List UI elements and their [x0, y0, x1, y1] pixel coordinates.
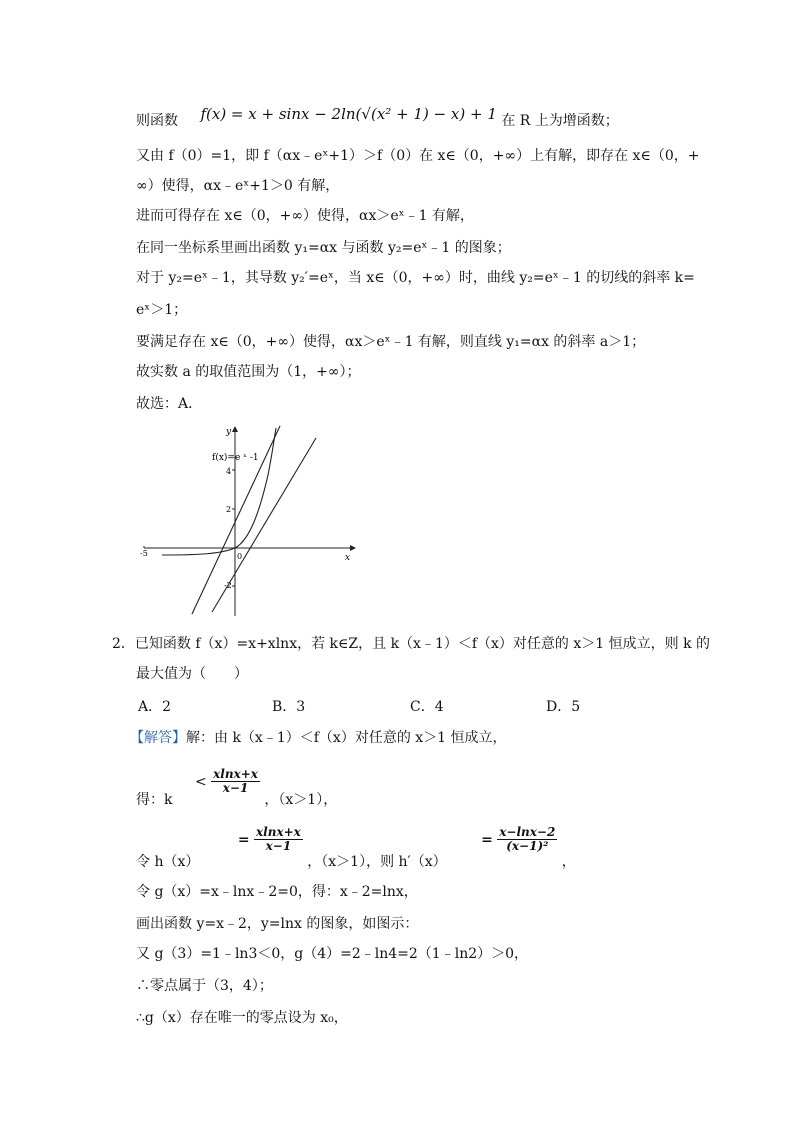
line1-formula: f(x) = x + sinx − 2ln(√(x² + 1) − x) + 1: [200, 105, 497, 123]
solution-line-9: 故实数 a 的取值范围为（1，+∞）；: [136, 364, 361, 380]
solution-line-3: ∞）使得，αx﹣eˣ+1＞0 有解，: [136, 178, 340, 194]
answer-line-1: [130, 728, 507, 748]
question-stem-line2: 最大值为（ ）: [136, 666, 248, 682]
solution-line-10: 故选：A．: [136, 396, 203, 412]
question-number: 2．: [112, 636, 135, 652]
fraction-1: [211, 768, 260, 795]
solution-line-8: 要满足存在 x∈（0，+∞）使得，αx＞eˣ﹣1 有解，则直线 y₁=αx 的斜率 a＞1；: [136, 334, 646, 350]
question-stem-line1: 已知函数 f（x）=x+xlnx，若 k∈Z，且 k（x﹣1）＜f（x）对任意的 x＞1 恒成立，则 k 的: [134, 636, 711, 652]
solution-line-4: 进而可得存在 x∈（0，+∞）使得，αx＞eˣ﹣1 有解，: [136, 208, 474, 224]
answer-tag: 【解答】: [130, 730, 186, 746]
solution-line-2: 又由 f（0）=1，即 f（αx﹣eˣ+1）＞f（0）在 x∈（0，+∞）上有解，即存在 x∈（0，+: [136, 148, 700, 164]
line1-prefix: 则函数: [136, 113, 178, 129]
equals-sign-1: =: [237, 831, 250, 848]
fraction-2-numerator: xlnx+x: [256, 825, 301, 839]
line1-suffix: 在 R 上为增函数；: [501, 113, 619, 129]
solution-line-5: 在同一坐标系里画出函数 y₁=αx 与函数 y₂=eˣ﹣1 的图象；: [136, 240, 511, 256]
solution-line-6: 对于 y₂=eˣ﹣1，其导数 y₂′=eˣ，当 x∈（0，+∞）时，曲线 y₂=eˣ﹣1 的切线的斜率 k=: [136, 270, 695, 286]
answer-line2-prefix: 得：k: [136, 791, 173, 808]
option-c: C．4: [410, 699, 444, 715]
answer-line3-prefix: 令 h（x）: [136, 853, 200, 870]
tick-y4: 4: [226, 467, 232, 476]
fraction-1-denominator: x−1: [222, 781, 249, 795]
option-d: D．5: [546, 699, 581, 715]
y-axis-label: y: [226, 427, 232, 437]
less-than-sign: <: [194, 773, 207, 790]
answer-text-1: 解：由 k（x﹣1）＜f（x）对任意的 x＞1 恒成立，: [186, 730, 507, 746]
answer-line-4: 令 g（x）=x﹣lnx﹣2=0，得：x﹣2=lnx，: [136, 884, 418, 900]
y-axis-arrow: [232, 426, 238, 432]
line-increasing-function: [136, 105, 619, 131]
fraction-1-numerator: xlnx+x: [213, 767, 258, 781]
answer-line-6: 又 g（3）=1﹣ln3＜0，g（4）=2﹣ln4=2（1﹣ln2）＞0，: [136, 946, 529, 962]
function-label: f(x)=e ˣ -1: [212, 453, 259, 463]
option-a: A．2: [138, 699, 172, 715]
fraction-2: [254, 826, 303, 853]
tick-origin: 0: [237, 552, 243, 561]
option-b: B．3: [272, 699, 306, 715]
equals-sign-2: =: [481, 831, 493, 848]
function-graph: [140, 420, 360, 620]
fraction-3-numerator: x−lnx−2: [499, 825, 556, 839]
x-axis-arrow: [350, 545, 356, 551]
tick-x-left: -5: [140, 549, 148, 558]
tick-ym2: -2: [224, 581, 232, 590]
answer-line2-suffix: ，（x＞1），: [264, 791, 338, 808]
question-2-stem: [112, 634, 710, 654]
fraction-3: [497, 826, 557, 853]
answer-line-7: ∴零点属于（3，4）；: [136, 978, 273, 994]
tick-y2: 2: [226, 505, 232, 514]
solution-line-7: eˣ＞1；: [136, 302, 188, 318]
answer-line-5: 画出函数 y=x﹣2，y=lnx 的图象，如图示：: [136, 916, 419, 932]
answer-line-3: [136, 825, 576, 870]
x-axis-label: x: [345, 553, 351, 563]
answer-line-2: [136, 767, 338, 808]
answer-line3-end: ，: [561, 853, 576, 870]
answer-line3-mid: ，（x＞1），则 h′（x）: [307, 853, 447, 870]
answer-line-8: ∴g（x）存在唯一的零点设为 x₀，: [136, 1010, 348, 1026]
fraction-3-denominator: (x−1)²: [506, 839, 549, 853]
fraction-2-denominator: x−1: [265, 839, 292, 853]
exp-curve: [162, 428, 276, 555]
